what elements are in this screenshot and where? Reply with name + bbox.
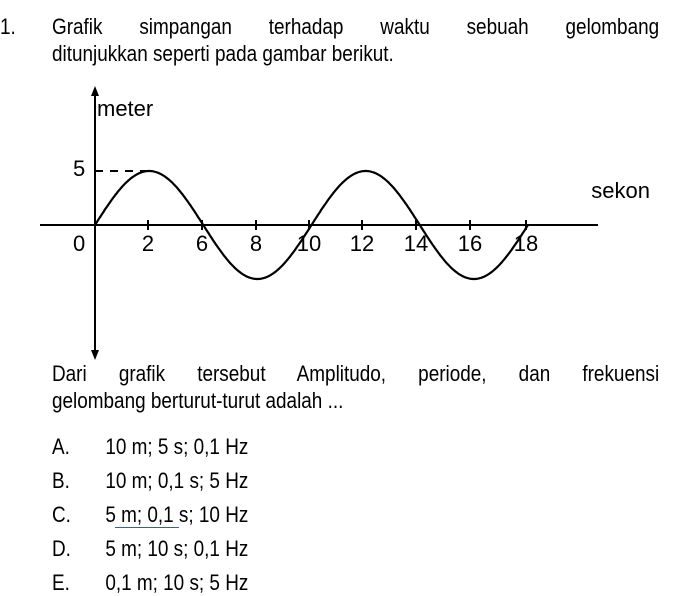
x-tick-label: 10 [296, 231, 322, 256]
option-letter: E. [52, 570, 70, 595]
x-tick-label: 18 [513, 231, 539, 256]
option-b[interactable] [52, 467, 248, 494]
option-text: 5 m; 10 s; 0,1 Hz [105, 536, 249, 561]
question-line-4: gelombang berturut-turut adalah ... [52, 388, 344, 413]
option-text: 5 m; 0,1 s; 10 Hz [105, 502, 249, 527]
option-text: 10 m; 5 s; 0,1 Hz [105, 434, 249, 459]
option-letter: A. [52, 434, 70, 459]
x-tick-label: 12 [349, 231, 375, 256]
option-text: 0,1 m; 10 s; 5 Hz [105, 570, 249, 595]
y-axis-label: meter [97, 96, 154, 121]
x-tick-label: 8 [249, 231, 263, 256]
option-a[interactable] [52, 433, 248, 460]
x-tick-label: 14 [403, 231, 429, 256]
option-letter: D. [52, 536, 71, 561]
option-letter: C. [52, 502, 71, 527]
y-axis-arrow-up [91, 86, 99, 96]
x-tick-label: 6 [195, 231, 209, 256]
question-line-1: Grafik simpangan terhadap waktu sebuah gelombang [52, 14, 660, 39]
question-number: 1. [0, 14, 16, 39]
answer-underline-mark [115, 527, 179, 528]
x-tick-label: 16 [457, 231, 483, 256]
question-prompt [52, 360, 659, 414]
option-text: 10 m; 0,1 s; 5 Hz [105, 468, 249, 493]
question-line-3: Dari grafik tersebut Amplitudo, periode, dan frekuensi [52, 361, 660, 386]
y-tick-label: 5 [73, 156, 86, 181]
y-axis-arrow-down [91, 350, 99, 360]
option-letter: B. [52, 468, 70, 493]
question-line-2: ditunjukkan seperti pada gambar berikut. [52, 41, 394, 66]
x-tick-label: 2 [141, 231, 155, 256]
x-tick-label: 0 [73, 231, 86, 256]
x-axis-label: sekon [591, 178, 650, 203]
chart-axes [40, 86, 598, 360]
option-c[interactable] [52, 501, 248, 528]
option-d[interactable] [52, 535, 248, 562]
option-e[interactable] [52, 569, 248, 596]
